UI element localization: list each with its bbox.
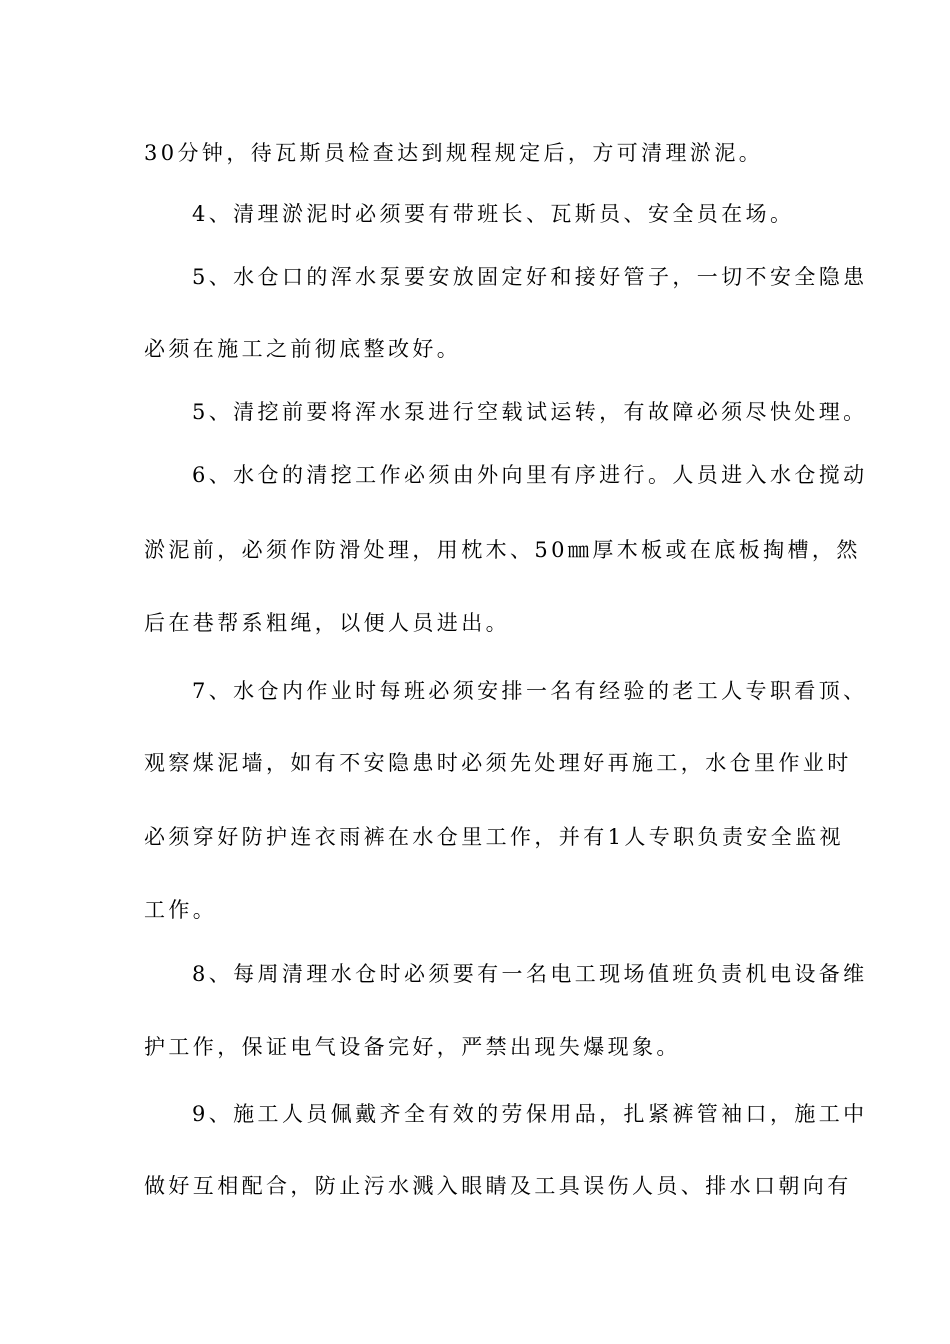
text-line: 淤泥前，必须作防滑处理，用枕木、50㎜厚木板或在底板掏槽，然: [144, 538, 861, 562]
text-line: 观察煤泥墙，如有不安隐患时必须先处理好再施工，水仓里作业时: [144, 751, 852, 775]
text-line: 4、清理淤泥时必须要有带班长、瓦斯员、安全员在场。: [192, 202, 795, 226]
text-line: 7、水仓内作业时每班必须安排一名有经验的老工人专职看顶、: [192, 679, 868, 703]
text-line: 30分钟，待瓦斯员检查达到规程规定后，方可清理淤泥。: [144, 141, 764, 165]
text-line: 5、清挖前要将浑水泵进行空载试运转，有故障必须尽快处理。: [192, 400, 868, 424]
text-line: 做好互相配合，防止污水溅入眼睛及工具误伤人员、排水口朝向有: [144, 1174, 852, 1198]
text-line: 6、水仓的清挖工作必须由外向里有序进行。人员进入水仓搅动: [192, 463, 868, 487]
text-line: 5、水仓口的浑水泵要安放固定好和接好管子，一切不安全隐患: [192, 265, 868, 289]
text-line: 后在巷帮系粗绳，以便人员进出。: [144, 611, 510, 635]
text-line: 护工作，保证电气设备完好，严禁出现失爆现象。: [144, 1035, 681, 1059]
text-line: 9、施工人员佩戴齐全有效的劳保用品，扎紧裤管袖口，施工中: [192, 1102, 868, 1126]
text-line: 必须穿好防护连衣雨裤在水仓里工作，并有1人专职负责安全监视: [144, 825, 844, 849]
text-line: 8、每周清理水仓时必须要有一名电工现场值班负责机电设备维: [192, 962, 868, 986]
text-line: 工作。: [144, 898, 218, 922]
text-line: 必须在施工之前彻底整改好。: [144, 337, 462, 361]
